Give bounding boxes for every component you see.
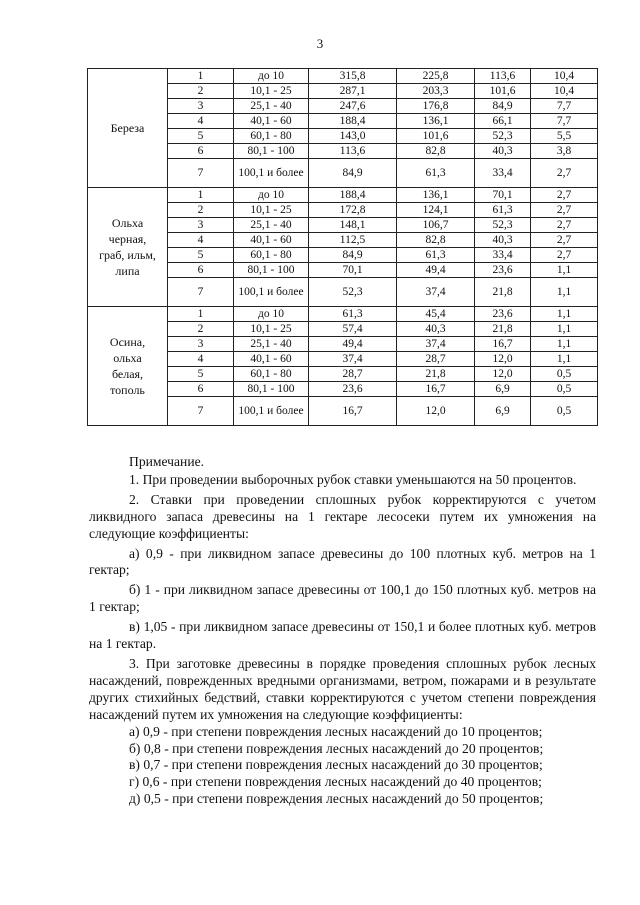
diameter-cell: 40,1 - 60 <box>234 114 309 129</box>
firewood-rate-cell: 2,7 <box>531 233 598 248</box>
rate-class-3-cell: 40,3 <box>475 233 531 248</box>
rate-class-3-cell: 66,1 <box>475 114 531 129</box>
rate-class-3-cell: 33,4 <box>475 248 531 263</box>
rate-class-1-cell: 113,6 <box>309 144 397 159</box>
rate-class-3-cell: 23,6 <box>475 263 531 278</box>
firewood-rate-cell: 2,7 <box>531 248 598 263</box>
firewood-rate-cell: 1,1 <box>531 278 598 307</box>
diameter-cell: до 10 <box>234 188 309 203</box>
firewood-rate-cell: 2,7 <box>531 218 598 233</box>
rank-cell: 6 <box>168 382 234 397</box>
table-row <box>88 69 598 84</box>
species-cell <box>88 188 168 307</box>
rate-class-2-cell: 124,1 <box>397 203 475 218</box>
rate-class-3-cell: 84,9 <box>475 99 531 114</box>
rate-class-1-cell: 61,3 <box>309 307 397 322</box>
rank-cell: 1 <box>168 188 234 203</box>
rate-class-3-cell: 6,9 <box>475 397 531 426</box>
rate-class-2-cell: 106,7 <box>397 218 475 233</box>
rate-class-1-cell: 37,4 <box>309 352 397 367</box>
note-3a: а) 0,9 - при степени повреждения лесных насаждений до 10 процентов; <box>129 723 543 739</box>
diameter-cell: 25,1 - 40 <box>234 218 309 233</box>
rate-class-1-cell: 247,6 <box>309 99 397 114</box>
note-1: 1. При проведении выборочных рубок ставки уменьшаются на 50 процентов. <box>129 471 577 487</box>
rate-class-3-cell: 52,3 <box>475 129 531 144</box>
species-cell <box>88 307 168 426</box>
rank-cell: 4 <box>168 352 234 367</box>
rank-cell: 1 <box>168 307 234 322</box>
rank-cell: 4 <box>168 114 234 129</box>
rate-class-2-cell: 21,8 <box>397 367 475 382</box>
firewood-rate-cell: 0,5 <box>531 382 598 397</box>
diameter-cell: до 10 <box>234 307 309 322</box>
rank-cell: 3 <box>168 99 234 114</box>
diameter-cell: 10,1 - 25 <box>234 203 309 218</box>
firewood-rate-cell: 0,5 <box>531 367 598 382</box>
species-name-line: Береза <box>110 121 145 135</box>
diameter-cell: 10,1 - 25 <box>234 322 309 337</box>
firewood-rate-cell: 7,7 <box>531 99 598 114</box>
rate-class-2-cell: 40,3 <box>397 322 475 337</box>
rate-class-2-cell: 37,4 <box>397 337 475 352</box>
diameter-cell: 100,1 и более <box>234 159 309 188</box>
rate-class-2-cell: 136,1 <box>397 188 475 203</box>
firewood-rate-cell: 10,4 <box>531 84 598 99</box>
note-3e: д) 0,5 - при степени повреждения лесных насаждений до 50 процентов; <box>129 791 544 807</box>
rate-class-2-cell: 45,4 <box>397 307 475 322</box>
diameter-cell: 80,1 - 100 <box>234 263 309 278</box>
diameter-cell: 100,1 и более <box>234 278 309 307</box>
rate-class-2-cell: 82,8 <box>397 144 475 159</box>
species-name-line: черная, <box>108 232 147 246</box>
rate-class-3-cell: 40,3 <box>475 144 531 159</box>
rank-cell: 1 <box>168 69 234 84</box>
table-row <box>88 307 598 322</box>
rank-cell: 5 <box>168 248 234 263</box>
firewood-rate-cell: 0,5 <box>531 397 598 426</box>
rank-cell: 4 <box>168 233 234 248</box>
note-2: 2. Ставки при проведении сплошных рубок корректируются с учетом ликвидного запаса древесины на 1 гектаре лесосеки путем их умножения на следующие коэффициенты: <box>89 491 596 541</box>
rate-class-1-cell: 23,6 <box>309 382 397 397</box>
rank-cell: 6 <box>168 263 234 278</box>
species-name-line: белая, <box>111 367 144 381</box>
rate-class-1-cell: 148,1 <box>309 218 397 233</box>
species-name-line: Ольха <box>111 216 144 230</box>
rates-table-body <box>88 69 598 426</box>
notes-section <box>89 454 596 808</box>
diameter-cell: 60,1 - 80 <box>234 367 309 382</box>
rank-cell: 2 <box>168 203 234 218</box>
rate-class-3-cell: 113,6 <box>475 69 531 84</box>
rate-class-1-cell: 49,4 <box>309 337 397 352</box>
diameter-cell: 60,1 - 80 <box>234 129 309 144</box>
rate-class-1-cell: 57,4 <box>309 322 397 337</box>
rate-class-1-cell: 84,9 <box>309 159 397 188</box>
rate-class-2-cell: 82,8 <box>397 233 475 248</box>
diameter-cell: 40,1 - 60 <box>234 352 309 367</box>
firewood-rate-cell: 2,7 <box>531 203 598 218</box>
rate-class-2-cell: 61,3 <box>397 159 475 188</box>
diameter-cell: до 10 <box>234 69 309 84</box>
rate-class-2-cell: 101,6 <box>397 129 475 144</box>
rate-class-1-cell: 315,8 <box>309 69 397 84</box>
rate-class-1-cell: 52,3 <box>309 278 397 307</box>
rate-class-1-cell: 16,7 <box>309 397 397 426</box>
diameter-cell: 80,1 - 100 <box>234 382 309 397</box>
rank-cell: 5 <box>168 367 234 382</box>
rank-cell: 3 <box>168 337 234 352</box>
diameter-cell: 40,1 - 60 <box>234 233 309 248</box>
diameter-cell: 80,1 - 100 <box>234 144 309 159</box>
firewood-rate-cell: 10,4 <box>531 69 598 84</box>
firewood-rate-cell: 7,7 <box>531 114 598 129</box>
rate-class-3-cell: 33,4 <box>475 159 531 188</box>
rate-class-3-cell: 12,0 <box>475 367 531 382</box>
rate-class-2-cell: 176,8 <box>397 99 475 114</box>
table-row <box>88 188 598 203</box>
rate-class-2-cell: 61,3 <box>397 248 475 263</box>
rate-class-3-cell: 23,6 <box>475 307 531 322</box>
rate-class-2-cell: 49,4 <box>397 263 475 278</box>
rate-class-3-cell: 61,3 <box>475 203 531 218</box>
firewood-rate-cell: 1,1 <box>531 352 598 367</box>
rate-class-1-cell: 28,7 <box>309 367 397 382</box>
note-3d: г) 0,6 - при степени повреждения лесных насаждений до 40 процентов; <box>129 774 542 790</box>
rank-cell: 2 <box>168 84 234 99</box>
rate-class-1-cell: 143,0 <box>309 129 397 144</box>
species-name-line: граб, ильм, <box>99 248 156 262</box>
rank-cell: 3 <box>168 218 234 233</box>
rate-class-1-cell: 172,8 <box>309 203 397 218</box>
note-3: 3. При заготовке древесины в порядке проведения сплошных рубок лесных насаждений, поврежденных вредными организмами, ветром, пожарами и в результате других стихийных бедствий, ставки корректируются с учетом степени повреждения насаждений путем их умножения на следующие коэффициенты: <box>89 655 596 722</box>
rate-class-2-cell: 28,7 <box>397 352 475 367</box>
rank-cell: 5 <box>168 129 234 144</box>
diameter-cell: 10,1 - 25 <box>234 84 309 99</box>
note-2b: б) 1 - при ликвидном запасе древесины от 100,1 до 150 плотных куб. метров на 1 гектар; <box>89 582 596 615</box>
rate-class-3-cell: 12,0 <box>475 352 531 367</box>
species-cell <box>88 69 168 188</box>
rate-class-3-cell: 52,3 <box>475 218 531 233</box>
firewood-rate-cell: 2,7 <box>531 188 598 203</box>
rate-class-2-cell: 37,4 <box>397 278 475 307</box>
rate-class-3-cell: 21,8 <box>475 322 531 337</box>
rank-cell: 6 <box>168 144 234 159</box>
firewood-rate-cell: 1,1 <box>531 307 598 322</box>
note-3b: б) 0,8 - при степени повреждения лесных насаждений до 20 процентов; <box>129 740 544 756</box>
rates-table <box>87 68 598 426</box>
rate-class-1-cell: 287,1 <box>309 84 397 99</box>
rate-class-3-cell: 70,1 <box>475 188 531 203</box>
rate-class-3-cell: 101,6 <box>475 84 531 99</box>
firewood-rate-cell: 1,1 <box>531 337 598 352</box>
rate-class-1-cell: 70,1 <box>309 263 397 278</box>
rank-cell: 7 <box>168 159 234 188</box>
rate-class-1-cell: 188,4 <box>309 114 397 129</box>
diameter-cell: 25,1 - 40 <box>234 99 309 114</box>
page-number: 3 <box>316 36 324 51</box>
rate-class-1-cell: 188,4 <box>309 188 397 203</box>
rate-class-2-cell: 136,1 <box>397 114 475 129</box>
rate-class-1-cell: 112,5 <box>309 233 397 248</box>
species-name-line: тополь <box>110 383 145 397</box>
rate-class-1-cell: 84,9 <box>309 248 397 263</box>
note-2a: а) 0,9 - при ликвидном запасе древесины до 100 плотных куб. метров на 1 гектар; <box>89 545 596 578</box>
diameter-cell: 60,1 - 80 <box>234 248 309 263</box>
rate-class-2-cell: 225,8 <box>397 69 475 84</box>
rate-class-3-cell: 16,7 <box>475 337 531 352</box>
notes-heading: Примечание. <box>129 454 205 469</box>
diameter-cell: 100,1 и более <box>234 397 309 426</box>
rank-cell: 7 <box>168 397 234 426</box>
species-name-line: ольха <box>113 351 142 365</box>
rate-class-2-cell: 203,3 <box>397 84 475 99</box>
rank-cell: 2 <box>168 322 234 337</box>
species-name-line: липа <box>115 264 140 278</box>
note-2c: в) 1,05 - при ликвидном запасе древесины от 150,1 и более плотных куб. метров на 1 гектар. <box>89 619 596 652</box>
firewood-rate-cell: 5,5 <box>531 129 598 144</box>
note-3c: в) 0,7 - при степени повреждения лесных насаждений до 30 процентов; <box>129 757 543 773</box>
rate-class-2-cell: 12,0 <box>397 397 475 426</box>
rate-class-3-cell: 6,9 <box>475 382 531 397</box>
species-name-line: Осина, <box>109 335 146 349</box>
rank-cell: 7 <box>168 278 234 307</box>
firewood-rate-cell: 1,1 <box>531 263 598 278</box>
firewood-rate-cell: 2,7 <box>531 159 598 188</box>
rate-class-2-cell: 16,7 <box>397 382 475 397</box>
firewood-rate-cell: 3,8 <box>531 144 598 159</box>
rate-class-3-cell: 21,8 <box>475 278 531 307</box>
firewood-rate-cell: 1,1 <box>531 322 598 337</box>
diameter-cell: 25,1 - 40 <box>234 337 309 352</box>
